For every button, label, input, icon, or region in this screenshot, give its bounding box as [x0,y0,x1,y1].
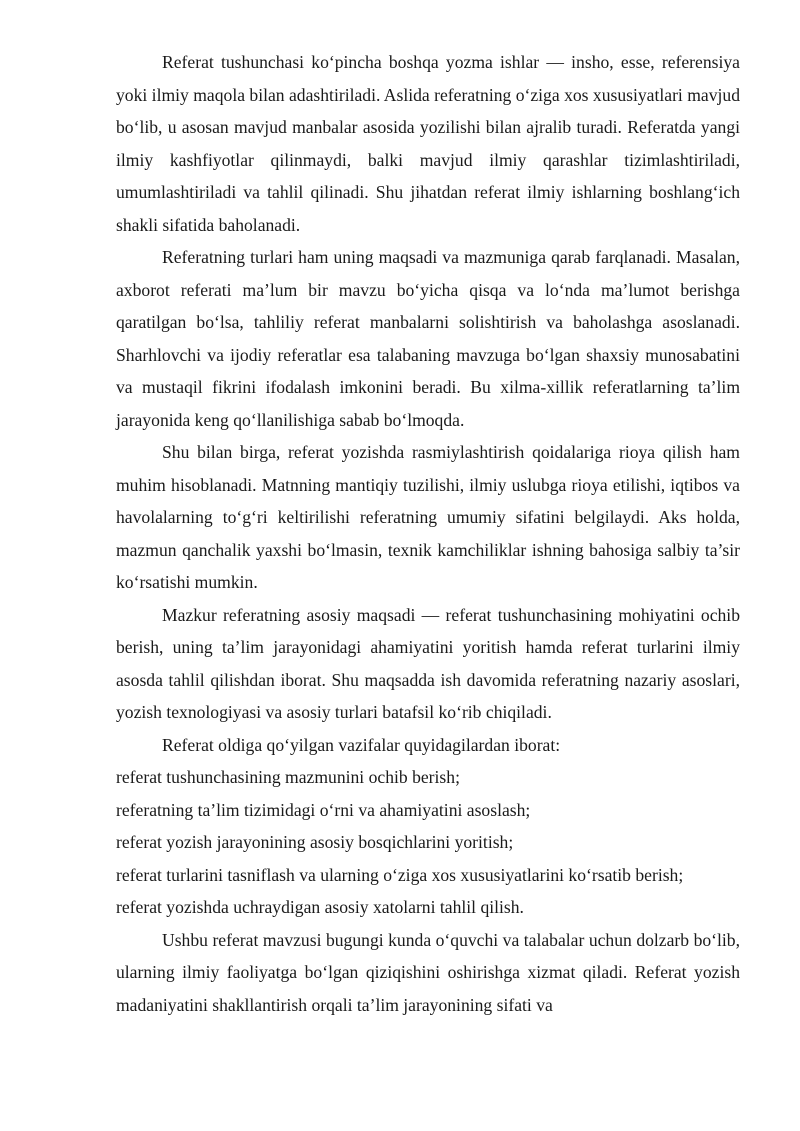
document-page [116,46,740,1021]
task-item: referat tushunchasining mazmunini ochib berish; [116,767,460,787]
paragraph-main-goal: Mazkur referatning asosiy maqsadi — referat tushunchasining mohiyatini ochib berish, uning ta’lim jarayonidagi ahamiyatini yoritish hamda referat turlarini ilmiy asosda tahlil qilishdan iborat. Shu maqsadda ish davomida referatning nazariy asoslari, yozish texnologiyasi va asosiy turlari batafsil ko‘rib chiqiladi. [116,604,740,722]
paragraph-closing: Ushbu referat mavzusi bugungi kunda o‘quvchi va talabalar uchun dolzarb bo‘lib, ularning ilmiy faoliyatga bo‘lgan qiziqishini oshirishga xizmat qiladi. Referat yozish madaniyatini shakllantirish orqali ta’lim jarayonining sifati va [116,929,740,1015]
task-item: referatning ta’lim tizimidagi o‘rni va ahamiyatini asoslash; [116,799,531,820]
task-item: referat turlarini tasniflash va ularning o‘ziga xos xususiyatlarini ko‘rsatib berish; [116,864,684,885]
paragraph-referat-concept: Referat tushunchasi ko‘pincha boshqa yozma ishlar — insho, esse, referensiya yoki ilmiy maqola bilan adashtiriladi. Aslida referatning o‘ziga xos xususiyatlari mavjud bo‘lib, u asosan mavjud manbalar asosida yozilishi bilan ajralib turadi. Referatda yangi ilmiy kashfiyotlar qilinmaydi, balki mavjud ilmiy qarashlar tizimlashtiriladi, umumlashtiriladi va tahlil qilinadi. Shu jihatdan referat ilmiy ishlarning boshlang‘ich shakli sifatida baholanadi. [116,52,740,235]
paragraph-tasks-intro: Referat oldiga qo‘yilgan vazifalar quyidagilardan iborat: [162,734,561,755]
paragraph-formatting-rules: Shu bilan birga, referat yozishda rasmiylashtirish qoidalariga rioya qilish ham muhim hisoblanadi. Matnning mantiqiy tuzilishi, ilmiy uslubga rioya etilishi, iqtibos va havolalarning to‘g‘ri keltirilishi referatning umumiy sifatini belgilaydi. Aks holda, mazmun qanchalik yaxshi bo‘lmasin, texnik kamchiliklar ishning bahosiga salbiy ta’sir ko‘rsatishi mumkin. [116,442,740,592]
task-item: referat yozishda uchraydigan asosiy xatolarni tahlil qilish. [116,897,524,917]
paragraph-referat-types: Referatning turlari ham uning maqsadi va mazmuniga qarab farqlanadi. Masalan, axborot referati ma’lum bir mavzu bo‘yicha qisqa va lo‘nda ma’lumot berishga qaratilgan bo‘lsa, tahliliy referat manbalarni solishtirish va baholashga asoslanadi. Sharhlovchi va ijodiy referatlar esa talabaning mavzuga bo‘lgan shaxsiy munosabatini va mustaqil fikrini ifodalash imkonini beradi. Bu xilma-xillik referatlarning ta’lim jarayonida keng qo‘llanilishiga sabab bo‘lmoqda. [116,247,740,430]
task-item: referat yozish jarayonining asosiy bosqichlarini yoritish; [116,832,514,852]
